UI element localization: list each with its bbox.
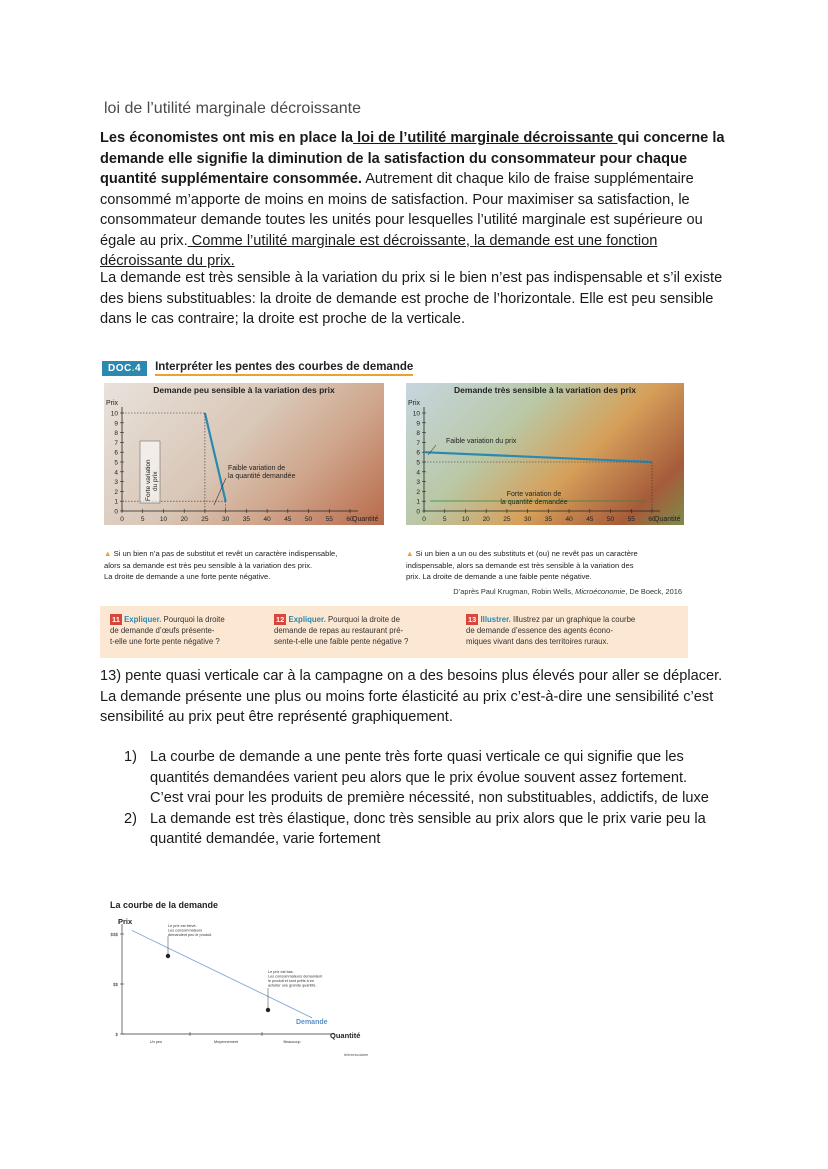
caption-right-2: indispensable, alors sa demande est très sensible à la variation des — [406, 560, 634, 570]
chart-demand — [108, 896, 378, 1061]
y-tick-label: $$ — [112, 982, 118, 987]
y-tick-label: 3 — [114, 479, 118, 487]
y-tick-label: $$$ — [110, 932, 118, 937]
question-text: de demande d’essence des agents écono- — [466, 626, 613, 635]
fig2-ann-high-1: Le prix est élevé. — [168, 924, 197, 928]
doc-badge-b: 4 — [135, 362, 142, 374]
x-tick-label: 50 — [304, 516, 313, 523]
paragraph-sensitivity: La demande est très sensible à la variation du prix si le bien n’est pas indispensable et s’il existe des biens substituables: la droite de demande est proche de l’horizontale. Elle est peu sensible dans le cas contraire; la droite est proche de la verticale. — [100, 270, 723, 327]
point-high-price — [166, 954, 170, 958]
question-text: demande de repas au restaurant pré- — [274, 626, 404, 635]
list-number: 2) — [124, 810, 137, 827]
caption-left — [104, 548, 389, 583]
x-tick-label: 45 — [586, 516, 594, 523]
y-tick-label: 5 — [114, 459, 118, 467]
y-tick-label: 9 — [416, 420, 420, 428]
point-low-price — [266, 1008, 270, 1012]
y-tick-label: 1 — [114, 498, 118, 506]
caption-right-3: prix. La droite de demande a une faible pente négative. — [406, 572, 592, 581]
panel-left-title: Demande peu sensible à la variation des prix — [153, 385, 335, 395]
x-tick-label: 60 — [648, 516, 656, 523]
fig2-xlabel: Quantité — [330, 1031, 361, 1040]
question-text: Pourquoi la droite — [161, 615, 225, 624]
bold-underlined-law: loi de l’utilité marginale décroissante — [353, 130, 618, 146]
annotation-2: la quantité demandée — [500, 499, 568, 506]
caption-left-3: La droite de demande a une forte pente négative. — [104, 572, 271, 581]
x-tick-label: 25 — [201, 516, 209, 523]
caption-right — [406, 548, 691, 583]
question-number: 13 — [468, 615, 477, 624]
y-tick-label: 10 — [412, 410, 420, 418]
chart-left — [104, 383, 384, 525]
x-tick-label: 50 — [606, 516, 615, 523]
demand-curve-figure — [108, 896, 378, 1061]
x-tick-label: 35 — [242, 516, 250, 523]
fig2-title: La courbe de la demande — [110, 900, 219, 910]
doc-badge-a: DOC — [108, 362, 132, 374]
x-tick-label: 40 — [263, 516, 271, 523]
y-axis-label: Prix — [408, 400, 421, 407]
source-a: D’après Paul Krugman, Robin Wells, — [453, 587, 576, 596]
y-tick-label: 2 — [416, 488, 420, 496]
x-tick-label: 20 — [180, 516, 188, 523]
fig2-ann-low-3: le produit et sont prêts à en — [268, 979, 315, 983]
fig2-ann-low-1: Le prix est bas. — [268, 970, 294, 974]
doc-header — [102, 358, 413, 378]
answer-13: 13) pente quasi verticale car à la campagne on a des besoins plus élevés pour aller se déplacer. — [100, 668, 723, 684]
x-tick-label: 45 — [284, 516, 292, 523]
triangle-icon: ▲ — [104, 549, 112, 558]
annotation-1: Faible variation de — [228, 465, 286, 472]
demand-line — [424, 452, 652, 462]
x-axis-label: Quantité — [352, 516, 379, 523]
triangle-icon: ▲ — [406, 549, 414, 558]
panel-high-sensitivity — [406, 383, 684, 525]
section-heading: loi de l’utilité marginale décroissante — [104, 100, 362, 117]
list-number: 1) — [124, 749, 137, 765]
bold-continuation: qui concerne la demande elle signifie la diminution de la satisfaction du consommateur pour chaque quantité supplémentaire consommée. — [100, 130, 725, 187]
y-tick-label: 3 — [416, 479, 420, 487]
x-axis-label: Quantité — [654, 516, 681, 523]
x-tick-label: 30 — [222, 516, 230, 523]
question-text: miques vivant dans des territoires ruraux. — [466, 637, 609, 646]
fig2-ann-high-2: Les consommateurs — [168, 928, 203, 933]
fig2-ann-high-3: demandent peu le produit. — [168, 933, 213, 937]
paragraph-definition — [100, 128, 740, 272]
doc-badge — [102, 361, 147, 376]
y-tick-label: 6 — [114, 449, 118, 457]
question-11 — [110, 614, 285, 647]
y-tick-label: 9 — [114, 420, 118, 428]
fig2-series-label: Demande — [296, 1019, 328, 1026]
y-tick-label: $ — [115, 1032, 118, 1037]
fig2-ylabel: Prix — [118, 917, 133, 926]
source-b: , De Boeck, 2016 — [625, 587, 682, 596]
side-label-2: du prix — [152, 471, 159, 491]
question-label: Expliquer. — [124, 615, 162, 624]
doc-badge-dot: . — [131, 362, 136, 374]
x-tick-label: 40 — [565, 516, 573, 523]
x-tick-label: 5 — [442, 516, 447, 523]
elasticity-list — [124, 747, 724, 850]
question-12 — [274, 614, 464, 647]
x-tick-label: 55 — [325, 516, 333, 523]
list-item — [124, 747, 724, 809]
question-label: Illustrer. — [480, 615, 511, 624]
y-tick-label: 6 — [416, 449, 420, 457]
panel-low-sensitivity — [104, 383, 384, 525]
y-tick-label: 7 — [114, 439, 118, 447]
caption-left-2: alors sa demande est très peu sensible à la variation des prix. — [104, 560, 313, 570]
paragraph-elasticity: La demande présente une plus ou moins forte élasticité au prix c’est-à-dire une sensibilité c’est sensibilité au prix peut être représenté graphiquement. — [100, 688, 714, 725]
question-text: sente-t-elle une faible pente négative ? — [274, 637, 409, 646]
question-number: 11 — [112, 615, 120, 624]
x-tick-label: 5 — [140, 516, 145, 523]
x-tick-label: 30 — [524, 516, 532, 523]
underlined-conclusion: Comme l’utilité marginale est décroissante, la demande est une fonction décroissante du prix. — [100, 232, 658, 269]
x-tick-label: Beaucoup — [283, 1040, 301, 1044]
fig2-watermark: lelivrescolaire — [344, 1052, 369, 1057]
x-tick-label: 60 — [346, 516, 354, 523]
chart-right — [406, 383, 684, 525]
fig2-ann-low-4: acheter une grande quantité. — [268, 983, 317, 988]
question-13 — [466, 614, 686, 647]
y-tick-label: 2 — [114, 488, 118, 496]
y-tick-label: 8 — [114, 430, 118, 438]
bold-intro: Les économistes ont mis en place la — [100, 130, 354, 146]
x-tick-label: 10 — [159, 516, 168, 523]
fig2-ann-low-2: Les consommateurs demandent — [268, 974, 323, 979]
question-text: Illustrez par un graphique la courbe — [510, 615, 636, 624]
x-tick-label: 35 — [544, 516, 552, 523]
x-tick-label: 20 — [482, 516, 490, 523]
normal-text: Autrement dit chaque kilo de fraise supplémentaire consommé m’apporte de moins en moins de satisfaction. Pour maximiser sa satisfaction, le consommateur demande toutes les unités pour lesquelles l’utilité marginale est supérieure ou égale au prix. — [100, 171, 703, 249]
demand-line — [205, 413, 226, 501]
x-tick-label: 10 — [461, 516, 470, 523]
y-tick-label: 4 — [114, 469, 118, 477]
y-tick-label: 10 — [110, 410, 118, 418]
side-label-1: Forte variation — [145, 459, 152, 501]
question-text: de demande d’œufs présente- — [110, 626, 215, 635]
x-tick-label: 0 — [120, 516, 124, 523]
list-text: La demande est très élastique, donc très sensible au prix alors que le prix varie peu la quantité demandée, varie fortement — [150, 810, 706, 847]
y-axis-label: Prix — [106, 400, 119, 407]
annotation-1: Forte variation de — [506, 491, 562, 498]
paragraph-answer-13 — [100, 666, 740, 728]
source-italic: Microéconomie — [575, 587, 626, 596]
x-tick-label: 55 — [627, 516, 635, 523]
annotation-top: Faible variation du prix — [446, 438, 517, 445]
x-tick-label: Moyennement — [213, 1040, 239, 1044]
question-text: Pourquoi la droite de — [325, 615, 400, 624]
source-note — [453, 587, 682, 596]
questions-bar — [100, 606, 688, 658]
y-tick-label: 0 — [114, 508, 118, 516]
y-tick-label: 0 — [416, 508, 420, 516]
y-tick-label: 7 — [416, 439, 420, 447]
question-text: t-elle une forte pente négative ? — [110, 637, 220, 646]
list-text: La courbe de demande a une pente très forte quasi verticale ce qui signifie que les quantités demandées varient peu alors que le prix évolue souvent assez fortement. C’est vrai pour les produits de première nécessité, non substituables, addictifs, de luxe — [150, 749, 709, 806]
question-label: Expliquer. — [288, 615, 326, 624]
question-number: 12 — [276, 615, 285, 624]
y-tick-label: 8 — [416, 430, 420, 438]
caption-right-1: Si un bien a un ou des substituts et (ou) ne revêt pas un caractère — [415, 549, 638, 558]
doc4-figure — [100, 353, 688, 661]
x-tick-label: 25 — [503, 516, 511, 523]
annotation-2: la quantité demandée — [228, 473, 296, 480]
doc-title: Interpréter les pentes des courbes de demande — [155, 361, 413, 376]
x-tick-label: Un peu — [149, 1040, 163, 1044]
panel-right-title: Demande très sensible à la variation des prix — [454, 385, 636, 395]
y-tick-label: 1 — [416, 498, 420, 506]
y-tick-label: 4 — [416, 469, 420, 477]
list-item — [124, 809, 724, 850]
x-tick-label: 0 — [422, 516, 426, 523]
caption-left-1: Si un bien n’a pas de substitut et revêt un caractère indispensable, — [113, 549, 338, 558]
y-tick-label: 5 — [416, 459, 420, 467]
